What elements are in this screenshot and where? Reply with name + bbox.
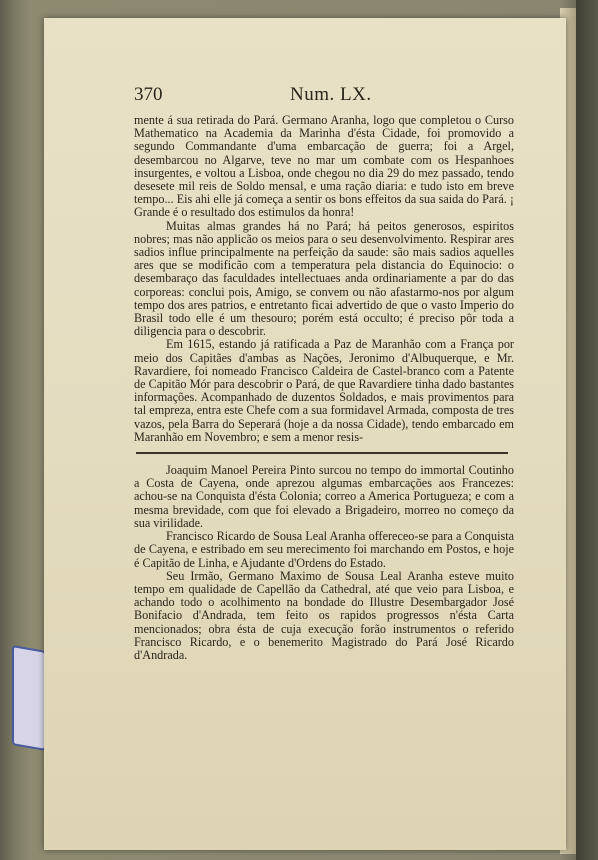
page-header	[134, 84, 514, 112]
main-paragraph: Em 1615, estando já ratificada a Paz de Maranhão com a França por meio dos Capitães d'ambas as Nações, Jeronimo d'Albuquerque, e Mr. Ravardiere, foi nomeado Francisco Caldeira de Castel-branco com a Patente de Capitão Mór para descobrir o Pará, de que Ravardiere tinha dado bastantes informações. Acompanhado de duzentos Soldados, e mais provimentos para tal empreza, entra este Chefe com a sua formidavel Armada, composta de tres vazos, pela Barra do Seperará (hoje a da nossa Cidade), tendo embarcado em Maranhão em Novembro; e sem a menor resis-	[134, 337, 514, 444]
bookmark-tab	[12, 645, 46, 751]
page-content	[134, 84, 514, 662]
footnote: Seu Irmão, Germano Maximo de Sousa Leal Aranha esteve muito tempo em qualidade de Capellão da Cathedral, até que veio para Lisboa, e achando todo o acolhimento na bondade do Illustre Desembargador José Bonifacio d'Andrada, tem feito os rapidos progressos n'ésta Carta mencionados; obra ésta de cuja execução forão instrumentos o referido Francisco Ricardo, e o benemerito Magistrado do Pará José Ricardo d'Andrada.	[134, 568, 514, 662]
footnote: Joaquim Manoel Pereira Pinto surcou no tempo do immortal Coutinho a Costa de Cayena, onde aprezou algumas embarcações aos Francezes: achou-se na Conquista d'ésta Colonia; correo a America Portugueza; e com a mesma brevidade, com que foi elevado a Brigadeiro, morreo no começo da sua virilidade.	[134, 463, 514, 530]
main-paragraph: mente á sua retirada do Pará. Germano Aranha, logo que completou o Curso Mathematico na Academia da Marinha d'ésta Cidade, foi promovido a segundo Commandante d'uma embarcação de guerra; foi a Argel, desembarcou no Algarve, teve no mar um combate com os Hespanhoes insurgentes, e voltou a Lisboa, onde chegou no dia 29 do mez passado, tendo desesete mil reis de Soldo mensal, e uma ração diaria: e tudo isto em breve tempo... Eis ahi elle já começa a sentir os bons effeitos da sua saida do Pará. ¡ Grande é o resultado dos estimulos da honra!	[134, 113, 514, 220]
footnote: Francisco Ricardo de Sousa Leal Aranha offereceo-se para a Conquista de Cayena, e estribado em seu merecimento foi marchando em Postos, e hoje é Capitão de Linha, e Ajudante d'Ordens do Estado.	[134, 529, 514, 570]
footnote-divider	[136, 452, 508, 454]
running-title: Num. LX.	[290, 84, 372, 105]
footnotes	[134, 464, 514, 662]
main-text	[134, 114, 514, 444]
page-number: 370	[134, 84, 163, 105]
main-paragraph: Muitas almas grandes há no Pará; há peitos generosos, espiritos nobres; mas não applicão os meios para o seu desenvolvimento. Respirar ares sadios influe principalmente na perfeição da saude: são mais sadios aquelles ares que se modificão com a temperatura pela distancia do Equinocio: o desembaraço das faculdades intellectuaes anda ordinariamente a par do das corporeas: conclui pois, Amigo, se convem ou não afastarmo-nos por algum tempo dos ares patrios, e entretanto ficai advertido de que o vasto Imperio do Brasil todo elle é um thesouro; porém está occulto; é preciso pôr toda a diligencia para o descobrir.	[134, 218, 514, 339]
book-gutter	[576, 0, 598, 860]
